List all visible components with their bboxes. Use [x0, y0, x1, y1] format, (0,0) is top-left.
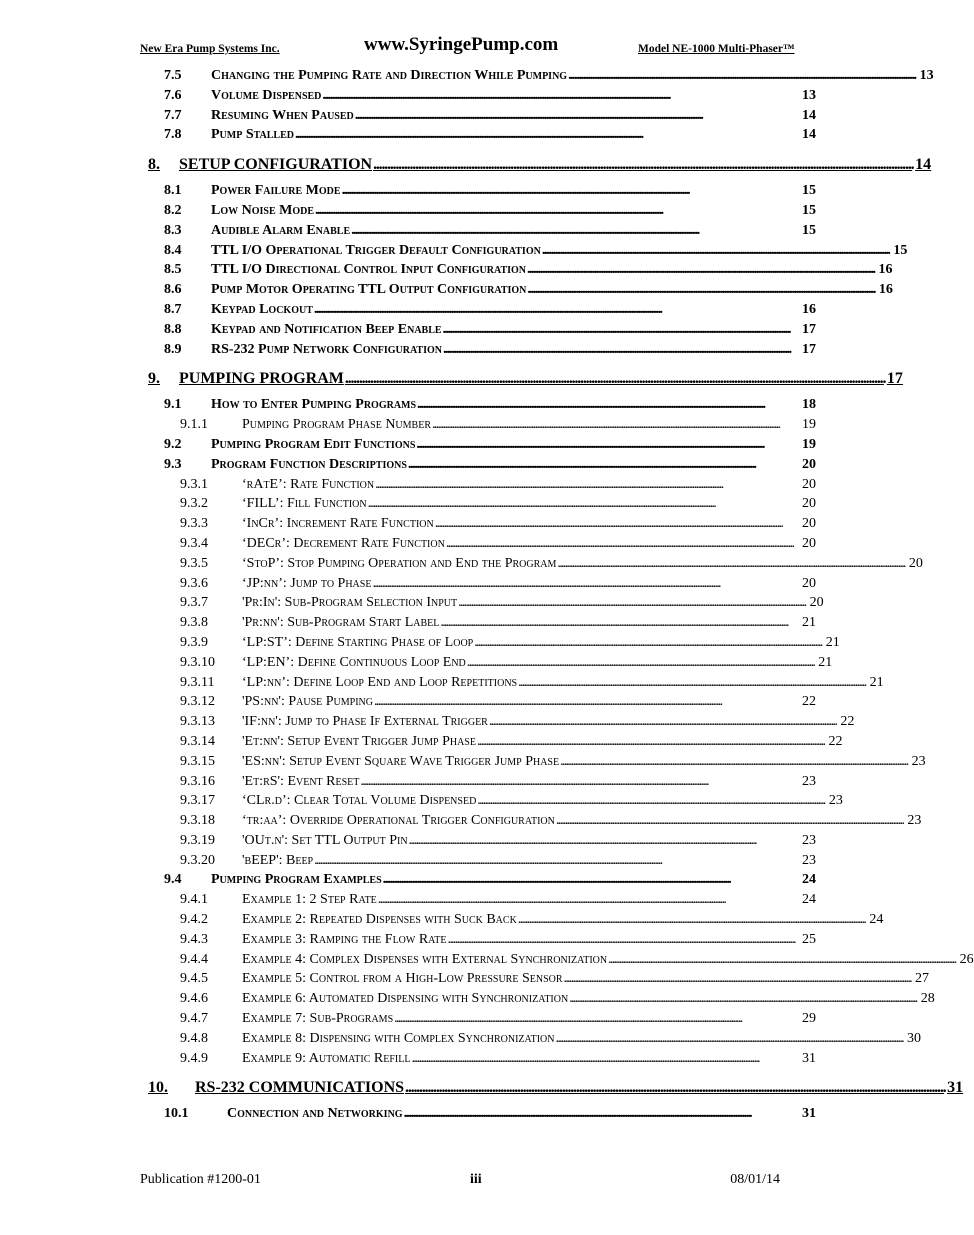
toc-entry[interactable] — [148, 1011, 816, 1031]
toc-entry[interactable] — [148, 615, 816, 635]
toc-entry-page: 22 — [840, 714, 855, 730]
toc-entry-title: Example 2: Repeated Dispenses with Suck Back — [242, 912, 517, 928]
toc-entry-page: 18 — [802, 397, 816, 413]
toc-entry-number: 9.3.2 — [180, 496, 208, 512]
toc-entry-number: 9.3.19 — [180, 832, 215, 848]
toc-entry-page: 13 — [802, 87, 816, 103]
toc-leader-dots — [351, 223, 797, 239]
toc-entry-number: 9.3.1 — [180, 476, 208, 492]
toc-entry-title: ‘InCr’: Increment Rate Function — [242, 516, 434, 532]
toc-entry-page: 20 — [809, 595, 824, 611]
toc-entry-title: Example 5: Control from a High-Low Pressure Sensor — [242, 971, 563, 987]
toc-entry-title: Volume Dispensed — [211, 87, 322, 103]
toc-entry[interactable] — [148, 457, 816, 477]
toc-entry[interactable] — [148, 437, 816, 457]
toc-entry-title: ‘JP:nn’: Jump to Phase — [242, 575, 372, 591]
toc-entry-number: 9.1 — [164, 397, 182, 413]
toc-leader-dots — [378, 892, 797, 908]
toc-entry[interactable] — [148, 576, 816, 596]
toc-entry-page: 23 — [802, 773, 816, 789]
toc-leader-dots — [446, 536, 797, 552]
toc-entry-title: 'Pr:nn': Sub-Program Start Label — [242, 615, 440, 631]
toc-leader-dots — [489, 714, 836, 730]
toc-entry[interactable] — [148, 654, 833, 675]
website-url[interactable]: www.SyringePump.com — [364, 34, 559, 55]
toc-entry-title: 'ES:nn': Setup Event Square Wave Trigger Jump Phase — [242, 753, 560, 769]
toc-leader-dots — [315, 203, 797, 219]
toc-entry-number: 10.1 — [164, 1106, 189, 1122]
toc-entry[interactable] — [148, 262, 893, 282]
toc-entry-title: 'Et:nn': Setup Event Trigger Jump Phase — [242, 733, 476, 749]
toc-entry-title: Resuming When Paused — [211, 107, 354, 123]
toc-entry-number: 9.3.10 — [180, 654, 215, 670]
toc-entry[interactable] — [148, 397, 816, 417]
toc-entry-number: 7.7 — [164, 107, 182, 123]
toc-entry-page: 20 — [802, 476, 816, 492]
toc-entry-page: 24 — [802, 872, 816, 888]
toc-leader-dots — [443, 322, 797, 338]
toc-entry-number: 9.3.6 — [180, 575, 208, 591]
toc-entry-title: Program Function Descriptions — [211, 456, 407, 472]
toc-entry-page: 23 — [907, 813, 922, 829]
toc-entry-page: 20 — [802, 575, 816, 591]
toc-entry-number: 9.2 — [164, 436, 182, 452]
toc-entry-page: 22 — [828, 733, 843, 749]
toc-entry-number: 9.4 — [164, 872, 182, 888]
toc-entry-page: 26 — [959, 951, 974, 967]
toc-entry[interactable] — [148, 674, 884, 695]
toc-entry-title: Changing the Pumping Rate and Direction While Pumping — [211, 68, 568, 83]
toc-entry-title: Example 7: Sub-Programs — [242, 1011, 394, 1027]
toc-entry-page: 20 — [908, 555, 923, 571]
toc-entry[interactable] — [148, 322, 816, 342]
toc-entry-number: 9.3.5 — [180, 555, 208, 571]
toc-entry-title: Pumping Program Phase Number — [242, 417, 431, 433]
table-of-contents — [148, 68, 974, 1126]
toc-entry-page: 20 — [802, 456, 816, 472]
toc-entry-title: Keypad Lockout — [211, 301, 313, 317]
toc-entry-number: 9.4.7 — [180, 1011, 208, 1027]
toc-entry-page: 16 — [878, 282, 893, 298]
toc-entry-number: 9.3.8 — [180, 615, 208, 631]
toc-entry[interactable] — [148, 714, 855, 734]
toc-entry-title: How to Enter Pumping Programs — [211, 397, 417, 413]
toc-entry-page: 21 — [869, 674, 884, 690]
toc-leader-dots — [322, 88, 797, 104]
toc-entry-page: 21 — [802, 615, 816, 631]
toc-entry-page: 31 — [802, 1106, 816, 1122]
toc-entry-number: 7.8 — [164, 127, 182, 143]
toc-leader-dots — [373, 156, 912, 174]
toc-entry-page: 21 — [818, 654, 833, 670]
toc-entry[interactable] — [148, 536, 816, 556]
toc-leader-dots — [408, 457, 797, 473]
toc-entry-page: 13 — [919, 68, 934, 83]
toc-entry-title: Example 1: 2 Step Rate — [242, 892, 377, 908]
toc-entry[interactable] — [148, 833, 816, 853]
toc-leader-dots — [569, 991, 916, 1007]
toc-entry-number: 9.3.14 — [180, 733, 215, 749]
toc-entry[interactable] — [148, 951, 974, 972]
toc-entry-title: RS-232 Pump Network Configuration — [211, 341, 442, 357]
toc-entry[interactable] — [148, 477, 816, 497]
toc-leader-dots — [568, 68, 915, 84]
toc-entry-page: 17 — [802, 321, 816, 337]
toc-entry-number: 9.3.9 — [180, 634, 208, 650]
toc-entry[interactable] — [148, 183, 816, 203]
toc-entry-title: ‘FILL’: Fill Function — [242, 496, 367, 512]
toc-entry[interactable] — [148, 342, 816, 362]
toc-entry-number: 7.6 — [164, 87, 182, 103]
toc-entry[interactable] — [148, 151, 932, 179]
toc-entry[interactable] — [148, 282, 893, 302]
toc-leader-dots — [527, 262, 874, 278]
toc-entry-number: 8. — [148, 156, 160, 174]
toc-entry[interactable] — [148, 813, 922, 833]
toc-entry-title: 'bEEP': Beep — [242, 852, 314, 868]
toc-entry-page: 23 — [802, 852, 816, 868]
toc-leader-dots — [368, 496, 797, 512]
toc-entry[interactable] — [148, 595, 824, 615]
toc-leader-dots — [458, 595, 805, 611]
toc-entry-title: ‘rAtE’: Rate Function — [242, 476, 375, 492]
toc-leader-dots — [394, 1011, 797, 1027]
toc-entry-page: 17 — [802, 341, 816, 357]
toc-entry[interactable] — [148, 127, 816, 147]
toc-leader-dots — [383, 872, 797, 888]
toc-entry-title: Pump Stalled — [211, 127, 294, 143]
toc-leader-dots — [564, 971, 911, 987]
toc-entry-title: Pump Motor Operating TTL Output Configuration — [211, 282, 527, 298]
toc-entry-page: 23 — [828, 793, 843, 809]
toc-entry[interactable] — [148, 516, 816, 536]
toc-entry-page: 20 — [802, 496, 816, 512]
toc-entry-number: 9.1.1 — [180, 417, 208, 433]
toc-entry-title: Connection and Networking — [227, 1106, 403, 1122]
toc-entry[interactable] — [148, 1074, 964, 1102]
toc-entry-title: ‘LP:ST’: Define Starting Phase of Loop — [242, 634, 474, 650]
model-name: Model NE-1000 Multi-Phaser™ — [638, 43, 795, 55]
toc-entry[interactable] — [148, 555, 923, 576]
toc-entry[interactable] — [148, 971, 930, 991]
toc-entry-title: TTL I/O Directional Control Input Configuration — [211, 262, 527, 278]
toc-entry-title: Keypad and Notification Beep Enable — [211, 321, 442, 337]
toc-entry[interactable] — [148, 365, 903, 393]
toc-entry[interactable] — [148, 774, 816, 794]
toc-entry[interactable] — [148, 793, 843, 813]
toc-entry-page: 31 — [802, 1050, 816, 1066]
toc-entry-number: 9.4.6 — [180, 991, 208, 1007]
toc-entry-title: ‘StoP’: Stop Pumping Operation and End the Program — [242, 555, 557, 571]
toc-entry-title: TTL I/O Operational Trigger Default Configuration — [211, 242, 541, 258]
toc-leader-dots — [440, 615, 797, 631]
toc-entry-title: ‘LP:nn’: Define Loop End and Loop Repetitions — [242, 674, 518, 690]
toc-entry-page: 15 — [802, 183, 816, 199]
toc-leader-dots — [345, 370, 884, 388]
toc-leader-dots — [372, 576, 797, 592]
toc-entry-page: 27 — [915, 971, 930, 987]
toc-entry-title: ‘DECr’: Decrement Rate Function — [242, 535, 445, 551]
toc-entry-number: 7.5 — [164, 68, 182, 83]
toc-entry[interactable] — [148, 242, 908, 263]
toc-leader-dots — [556, 813, 903, 829]
toc-entry-title: RS-232 COMMUNICATIONS — [195, 1079, 405, 1097]
toc-entry-number: 8.3 — [164, 222, 182, 238]
toc-entry-number: 9.4.4 — [180, 951, 208, 967]
toc-entry-number: 9.3.11 — [180, 674, 215, 690]
toc-leader-dots — [416, 437, 797, 453]
toc-entry-number: 8.6 — [164, 282, 182, 298]
toc-entry[interactable] — [148, 634, 840, 655]
toc-entry-title: Example 8: Dispensing with Complex Synchronization — [242, 1030, 555, 1046]
toc-leader-dots — [404, 1106, 797, 1122]
toc-entry-number: 9.4.9 — [180, 1050, 208, 1066]
publication-date: 08/01/14 — [730, 1172, 780, 1187]
toc-entry-page: 15 — [802, 222, 816, 238]
toc-leader-dots — [474, 635, 821, 651]
page-number: iii — [470, 1172, 482, 1187]
toc-entry[interactable] — [148, 753, 926, 774]
toc-entry[interactable] — [148, 853, 816, 873]
toc-leader-dots — [417, 397, 797, 413]
toc-entry-number: 8.1 — [164, 183, 182, 199]
toc-leader-dots — [314, 853, 797, 869]
toc-leader-dots — [411, 1051, 797, 1067]
toc-entry[interactable] — [148, 203, 816, 223]
toc-entry-title: ‘CLr.d’: Clear Total Volume Dispensed — [242, 793, 477, 809]
toc-entry-page: 25 — [802, 931, 816, 947]
toc-leader-dots — [467, 655, 814, 671]
toc-entry-title: 'OUt.n': Set TTL Output Pin — [242, 832, 408, 848]
toc-entry-title: Example 9: Automatic Refill — [242, 1050, 411, 1066]
toc-leader-dots — [314, 302, 797, 318]
toc-entry-page: 15 — [893, 242, 908, 258]
toc-entry-page: 19 — [802, 436, 816, 452]
toc-entry-title: PUMPING PROGRAM — [179, 370, 344, 388]
toc-entry[interactable] — [148, 1051, 816, 1071]
toc-entry-title: Audible Alarm Enable — [211, 222, 351, 238]
toc-entry-number: 8.9 — [164, 341, 182, 357]
toc-entry-title: Power Failure Mode — [211, 183, 341, 199]
toc-entry-page: 24 — [869, 912, 884, 928]
toc-entry-title: Example 3: Ramping the Flow Rate — [242, 931, 447, 947]
toc-entry-page: 16 — [878, 262, 893, 278]
toc-leader-dots — [409, 833, 797, 849]
toc-leader-dots — [405, 1079, 944, 1097]
toc-entry-title: Pumping Program Examples — [211, 872, 382, 888]
toc-entry[interactable] — [148, 1106, 816, 1126]
toc-leader-dots — [518, 675, 865, 691]
toc-entry-number: 10. — [148, 1079, 168, 1097]
toc-entry-page: 24 — [802, 892, 816, 908]
toc-entry-number: 9.3.13 — [180, 714, 215, 730]
toc-entry-title: 'PS:nn': Pause Pumping — [242, 694, 373, 710]
toc-entry[interactable] — [148, 932, 816, 952]
toc-entry[interactable] — [148, 496, 816, 516]
toc-entry-number: 8.4 — [164, 242, 182, 258]
toc-entry[interactable] — [148, 108, 816, 128]
toc-entry[interactable] — [148, 302, 816, 322]
toc-entry-number: 9.3.20 — [180, 852, 215, 868]
toc-entry-number: 9.4.3 — [180, 931, 208, 947]
toc-entry-number: 9.3.12 — [180, 694, 215, 710]
toc-entry-page: 30 — [907, 1030, 922, 1046]
toc-entry-page: 17 — [886, 370, 903, 388]
toc-leader-dots — [342, 183, 797, 199]
toc-leader-dots — [432, 417, 797, 433]
toc-entry-page: 14 — [802, 107, 816, 123]
toc-leader-dots — [557, 556, 904, 572]
toc-entry-number: 9.4.5 — [180, 971, 208, 987]
toc-entry-title: Example 4: Complex Dispenses with External Synchronization — [242, 951, 608, 967]
toc-entry-title: ‘LP:EN’: Define Continuous Loop End — [242, 654, 466, 670]
toc-entry[interactable] — [148, 892, 816, 912]
toc-entry-number: 9.3.4 — [180, 535, 208, 551]
toc-leader-dots — [527, 282, 874, 298]
toc-leader-dots — [374, 694, 797, 710]
toc-entry-page: 20 — [802, 516, 816, 532]
toc-entry-page: 31 — [947, 1079, 964, 1097]
toc-entry[interactable] — [148, 733, 843, 754]
page-header — [140, 34, 816, 64]
toc-entry-page: 29 — [802, 1011, 816, 1027]
toc-entry-title: Low Noise Mode — [211, 202, 315, 218]
toc-entry-number: 9.3.16 — [180, 773, 215, 789]
toc-entry[interactable] — [148, 417, 816, 437]
toc-entry-number: 9.3.15 — [180, 753, 215, 769]
toc-entry-title: Example 6: Automated Dispensing with Synchronization — [242, 991, 569, 1007]
toc-leader-dots — [608, 952, 955, 968]
toc-entry-title: Pumping Program Edit Functions — [211, 436, 416, 452]
toc-entry-number: 9.3.18 — [180, 813, 215, 829]
toc-entry[interactable] — [148, 68, 934, 88]
publication-number: Publication #1200-01 — [140, 1172, 261, 1187]
toc-entry-title: ‘tr:aa’: Override Operational Trigger Configuration — [242, 813, 555, 829]
toc-entry-number: 9.4.1 — [180, 892, 208, 908]
toc-entry-number: 9. — [148, 370, 160, 388]
toc-entry-number: 8.7 — [164, 301, 182, 317]
toc-entry-page: 14 — [802, 127, 816, 143]
toc-entry-number: 9.3 — [164, 456, 182, 472]
toc-entry-page: 14 — [915, 156, 932, 174]
toc-entry-number: 8.5 — [164, 262, 182, 278]
toc-entry-number: 9.3.17 — [180, 793, 215, 809]
toc-entry-number: 9.4.2 — [180, 912, 208, 928]
toc-entry-page: 22 — [802, 694, 816, 710]
toc-entry-number: 9.3.7 — [180, 595, 208, 611]
toc-entry-number: 8.8 — [164, 321, 182, 337]
toc-entry[interactable] — [148, 991, 935, 1011]
toc-entry-number: 8.2 — [164, 202, 182, 218]
toc-leader-dots — [295, 127, 797, 143]
toc-entry-number: 9.4.8 — [180, 1030, 208, 1046]
toc-entry-page: 23 — [802, 832, 816, 848]
toc-entry[interactable] — [148, 223, 816, 243]
toc-entry[interactable] — [148, 912, 884, 932]
toc-entry-page: 23 — [911, 753, 926, 769]
toc-leader-dots — [375, 477, 797, 493]
toc-entry-title: SETUP CONFIGURATION — [179, 156, 373, 174]
toc-leader-dots — [355, 108, 797, 124]
toc-entry[interactable] — [148, 1030, 922, 1051]
toc-leader-dots — [435, 516, 797, 532]
toc-leader-dots — [477, 734, 824, 750]
toc-entry[interactable] — [148, 88, 816, 108]
toc-leader-dots — [542, 243, 889, 259]
toc-leader-dots — [360, 774, 797, 790]
toc-leader-dots — [477, 793, 824, 809]
toc-entry-page: 16 — [802, 301, 816, 317]
toc-entry-page: 20 — [802, 535, 816, 551]
toc-leader-dots — [556, 1031, 903, 1047]
toc-entry-title: 'Pr:In': Sub-Program Selection Input — [242, 595, 458, 611]
toc-entry-title: 'IF:nn': Jump to Phase If External Trigger — [242, 714, 488, 730]
toc-entry-page: 21 — [825, 634, 840, 650]
toc-entry[interactable] — [148, 694, 816, 714]
toc-entry-title: 'Et:rS': Event Reset — [242, 773, 360, 789]
toc-entry-page: 19 — [802, 417, 816, 433]
toc-entry[interactable] — [148, 872, 816, 892]
toc-entry-page: 15 — [802, 202, 816, 218]
toc-entry-number: 9.3.3 — [180, 516, 208, 532]
toc-leader-dots — [448, 932, 797, 948]
toc-leader-dots — [518, 912, 865, 928]
company-name: New Era Pump Systems Inc. — [140, 43, 280, 55]
toc-entry-page: 28 — [920, 991, 935, 1007]
toc-leader-dots — [560, 754, 907, 770]
toc-leader-dots — [443, 342, 797, 358]
